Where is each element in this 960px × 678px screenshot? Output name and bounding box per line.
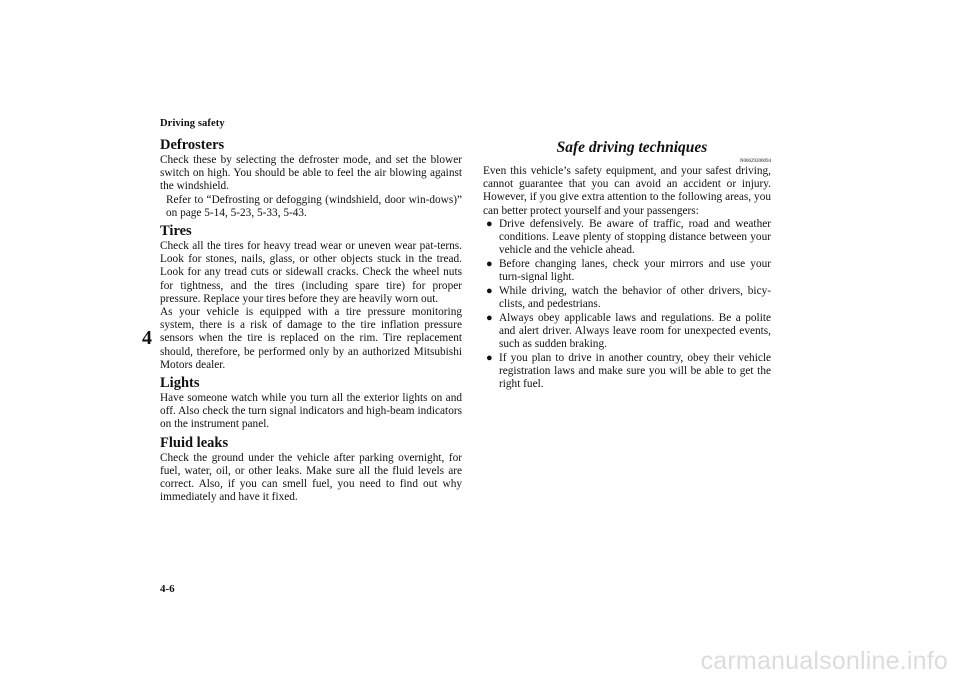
list-item — [483, 258, 771, 284]
lights-paragraph: Have someone watch while you turn all the exterior lights on and off. Also check the turn signal indicators and high-beam indicators on the instrument panel. — [160, 392, 462, 431]
document-code: N00629200094 — [739, 159, 771, 164]
page-number: 4-6 — [160, 583, 175, 595]
bullet-icon: ● — [486, 257, 493, 270]
running-header: Driving safety — [160, 118, 225, 129]
chapter-tab: 4 — [142, 327, 152, 349]
fluid-leaks-paragraph: Check the ground under the vehicle after parking overnight, for fuel, water, oil, or other leaks. Make sure all the fluid levels are correct. Also, if you can smell fuel, you need to find out why immediately and have it fixed. — [160, 451, 462, 504]
list-item-text: Always obey applicable laws and regulations. Be a polite and alert driver. Always leave room for unexpected events, such as sudden braking. — [499, 311, 771, 351]
section-heading-tires: Tires — [160, 223, 192, 240]
list-item — [483, 312, 771, 352]
list-item-text: If you plan to drive in another country, obey their vehicle registration laws and make sure you will be able to get the right fuel. — [499, 351, 771, 391]
list-item — [483, 352, 771, 392]
bullet-icon: ● — [486, 217, 493, 230]
section-title-safe-driving: Safe driving techniques — [556, 139, 708, 156]
list-item — [483, 285, 771, 311]
list-item-text: While driving, watch the behavior of other drivers, bicy-clists, and pedestrians. — [499, 284, 771, 311]
list-item-text: Drive defensively. Be aware of traffic, road and weather conditions. Leave plenty of stopping distance between your vehicle and the vehicle ahead. — [499, 217, 771, 257]
section-heading-lights: Lights — [160, 375, 200, 392]
safe-driving-list — [483, 218, 771, 392]
list-item-text: Before changing lanes, check your mirrors and use your turn-signal light. — [499, 257, 771, 284]
watermark: carmanualsonline.info — [700, 647, 948, 675]
left-column — [160, 137, 462, 504]
safe-driving-intro: Even this vehicle’s safety equipment, and your safest driving, cannot guarantee that you can avoid an accident or injury. However, if you give extra attention to the following areas, you can better protect yourself and your passengers: — [483, 165, 771, 217]
defrosters-reference: Refer to “Defrosting or defogging (windshield, door win-dows)” on page 5-14, 5-23, 5-33, 5-43. — [166, 193, 462, 219]
tires-tpms-paragraph: As your vehicle is equipped with a tire pressure monitoring system, there is a risk of damage to the tire inflation pressure sensors when the tire is replaced on the rim. Tire replacement should, therefore, be performed only by an authorized Mitsubishi Motors dealer. — [160, 306, 462, 371]
right-column — [483, 139, 771, 392]
tires-paragraph: Check all the tires for heavy tread wear or uneven wear pat-terns. Look for stones, nails, glass, or other objects stuck in the tread. Look for any tread cuts or sidewall cracks. Check the wheel nuts for tightness, and the tires (including spare tire) for proper pressure. Replace your tires before they are heavily worn out. — [160, 240, 462, 305]
bullet-icon: ● — [486, 311, 493, 324]
section-heading-fluid-leaks: Fluid leaks — [160, 434, 229, 451]
bullet-icon: ● — [486, 351, 493, 364]
section-heading-defrosters: Defrosters — [160, 137, 225, 153]
defrosters-paragraph: Check these by selecting the defroster mode, and set the blower switch on high. You should be able to feel the air blowing against the windshield. — [160, 154, 462, 193]
bullet-icon: ● — [486, 284, 493, 297]
list-item — [483, 218, 771, 258]
